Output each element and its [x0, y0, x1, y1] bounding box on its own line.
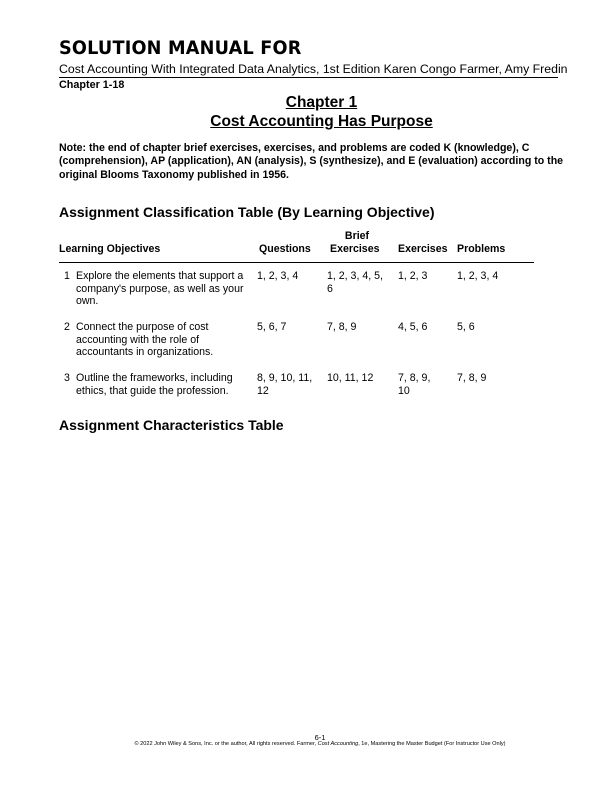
header-rule	[59, 77, 558, 78]
problems-cell: 5, 6	[457, 321, 475, 333]
questions-cell: 1, 2, 3, 4	[257, 270, 299, 282]
problems-cell: 7, 8, 9	[457, 372, 487, 384]
brief-exercises-cell: 7, 8, 9	[327, 321, 357, 333]
copyright-book-title: Cost Accounting	[317, 741, 359, 747]
banner-title: SOLUTION MANUAL FOR	[59, 37, 302, 59]
objective-text: Connect the purpose of cost accounting with the role of accountants in organizations.	[76, 321, 214, 359]
copyright-suffix: , 1e, Mastering the Master Budget (For Instructor Use Only)	[358, 741, 506, 747]
objective-number: 2	[64, 321, 70, 333]
exercises-cell: 7, 8, 9, 10	[398, 372, 431, 397]
col-brief-exercises: Exercises	[330, 243, 380, 255]
classification-heading: Assignment Classification Table (By Learning Objective)	[59, 204, 435, 220]
copyright-prefix: © 2022 John Wiley & Sons, Inc. or the author, All rights reserved. Farmer,	[134, 741, 318, 747]
problems-cell: 1, 2, 3, 4	[457, 270, 499, 282]
taxonomy-note: Note: the end of chapter brief exercises, exercises, and problems are coded K (knowledge), C (comprehension), AP (application), AN (analysis), S (synthesize), and E (evaluation) according to the original Blooms Taxonomy published in 1956.	[59, 142, 564, 181]
questions-cell: 8, 9, 10, 11, 12	[257, 372, 313, 397]
objective-number: 1	[64, 270, 70, 282]
characteristics-heading: Assignment Characteristics Table	[59, 417, 284, 433]
exercises-cell: 1, 2, 3	[398, 270, 428, 282]
col-exercises: Exercises	[398, 243, 448, 255]
page-number: 6-1	[314, 733, 326, 742]
col-problems: Problems	[457, 243, 506, 255]
col-brief-top: Brief	[344, 230, 370, 242]
chapter-title: Cost Accounting Has Purpose	[210, 113, 433, 130]
objective-text: Outline the frameworks, including ethics, that guide the profession.	[76, 372, 233, 397]
exercises-cell: 4, 5, 6	[398, 321, 428, 333]
objective-number: 3	[64, 372, 70, 384]
brief-exercises-cell: 10, 11, 12	[327, 372, 374, 384]
chapter-range: Chapter 1-18	[59, 79, 125, 91]
questions-cell: 5, 6, 7	[257, 321, 287, 333]
copyright-line	[0, 741, 612, 748]
book-subtitle: Cost Accounting With Integrated Data Analytics, 1st Edition Karen Congo Farmer, Amy Fredin	[59, 62, 568, 76]
table-header-rule	[59, 262, 534, 263]
brief-exercises-cell: 1, 2, 3, 4, 5, 6	[327, 270, 383, 295]
chapter-number: Chapter 1	[285, 94, 358, 111]
col-questions: Questions	[259, 243, 311, 255]
col-learning-objectives: Learning Objectives	[59, 243, 161, 255]
objective-text: Explore the elements that support a company's purpose, as well as your own.	[76, 270, 244, 308]
